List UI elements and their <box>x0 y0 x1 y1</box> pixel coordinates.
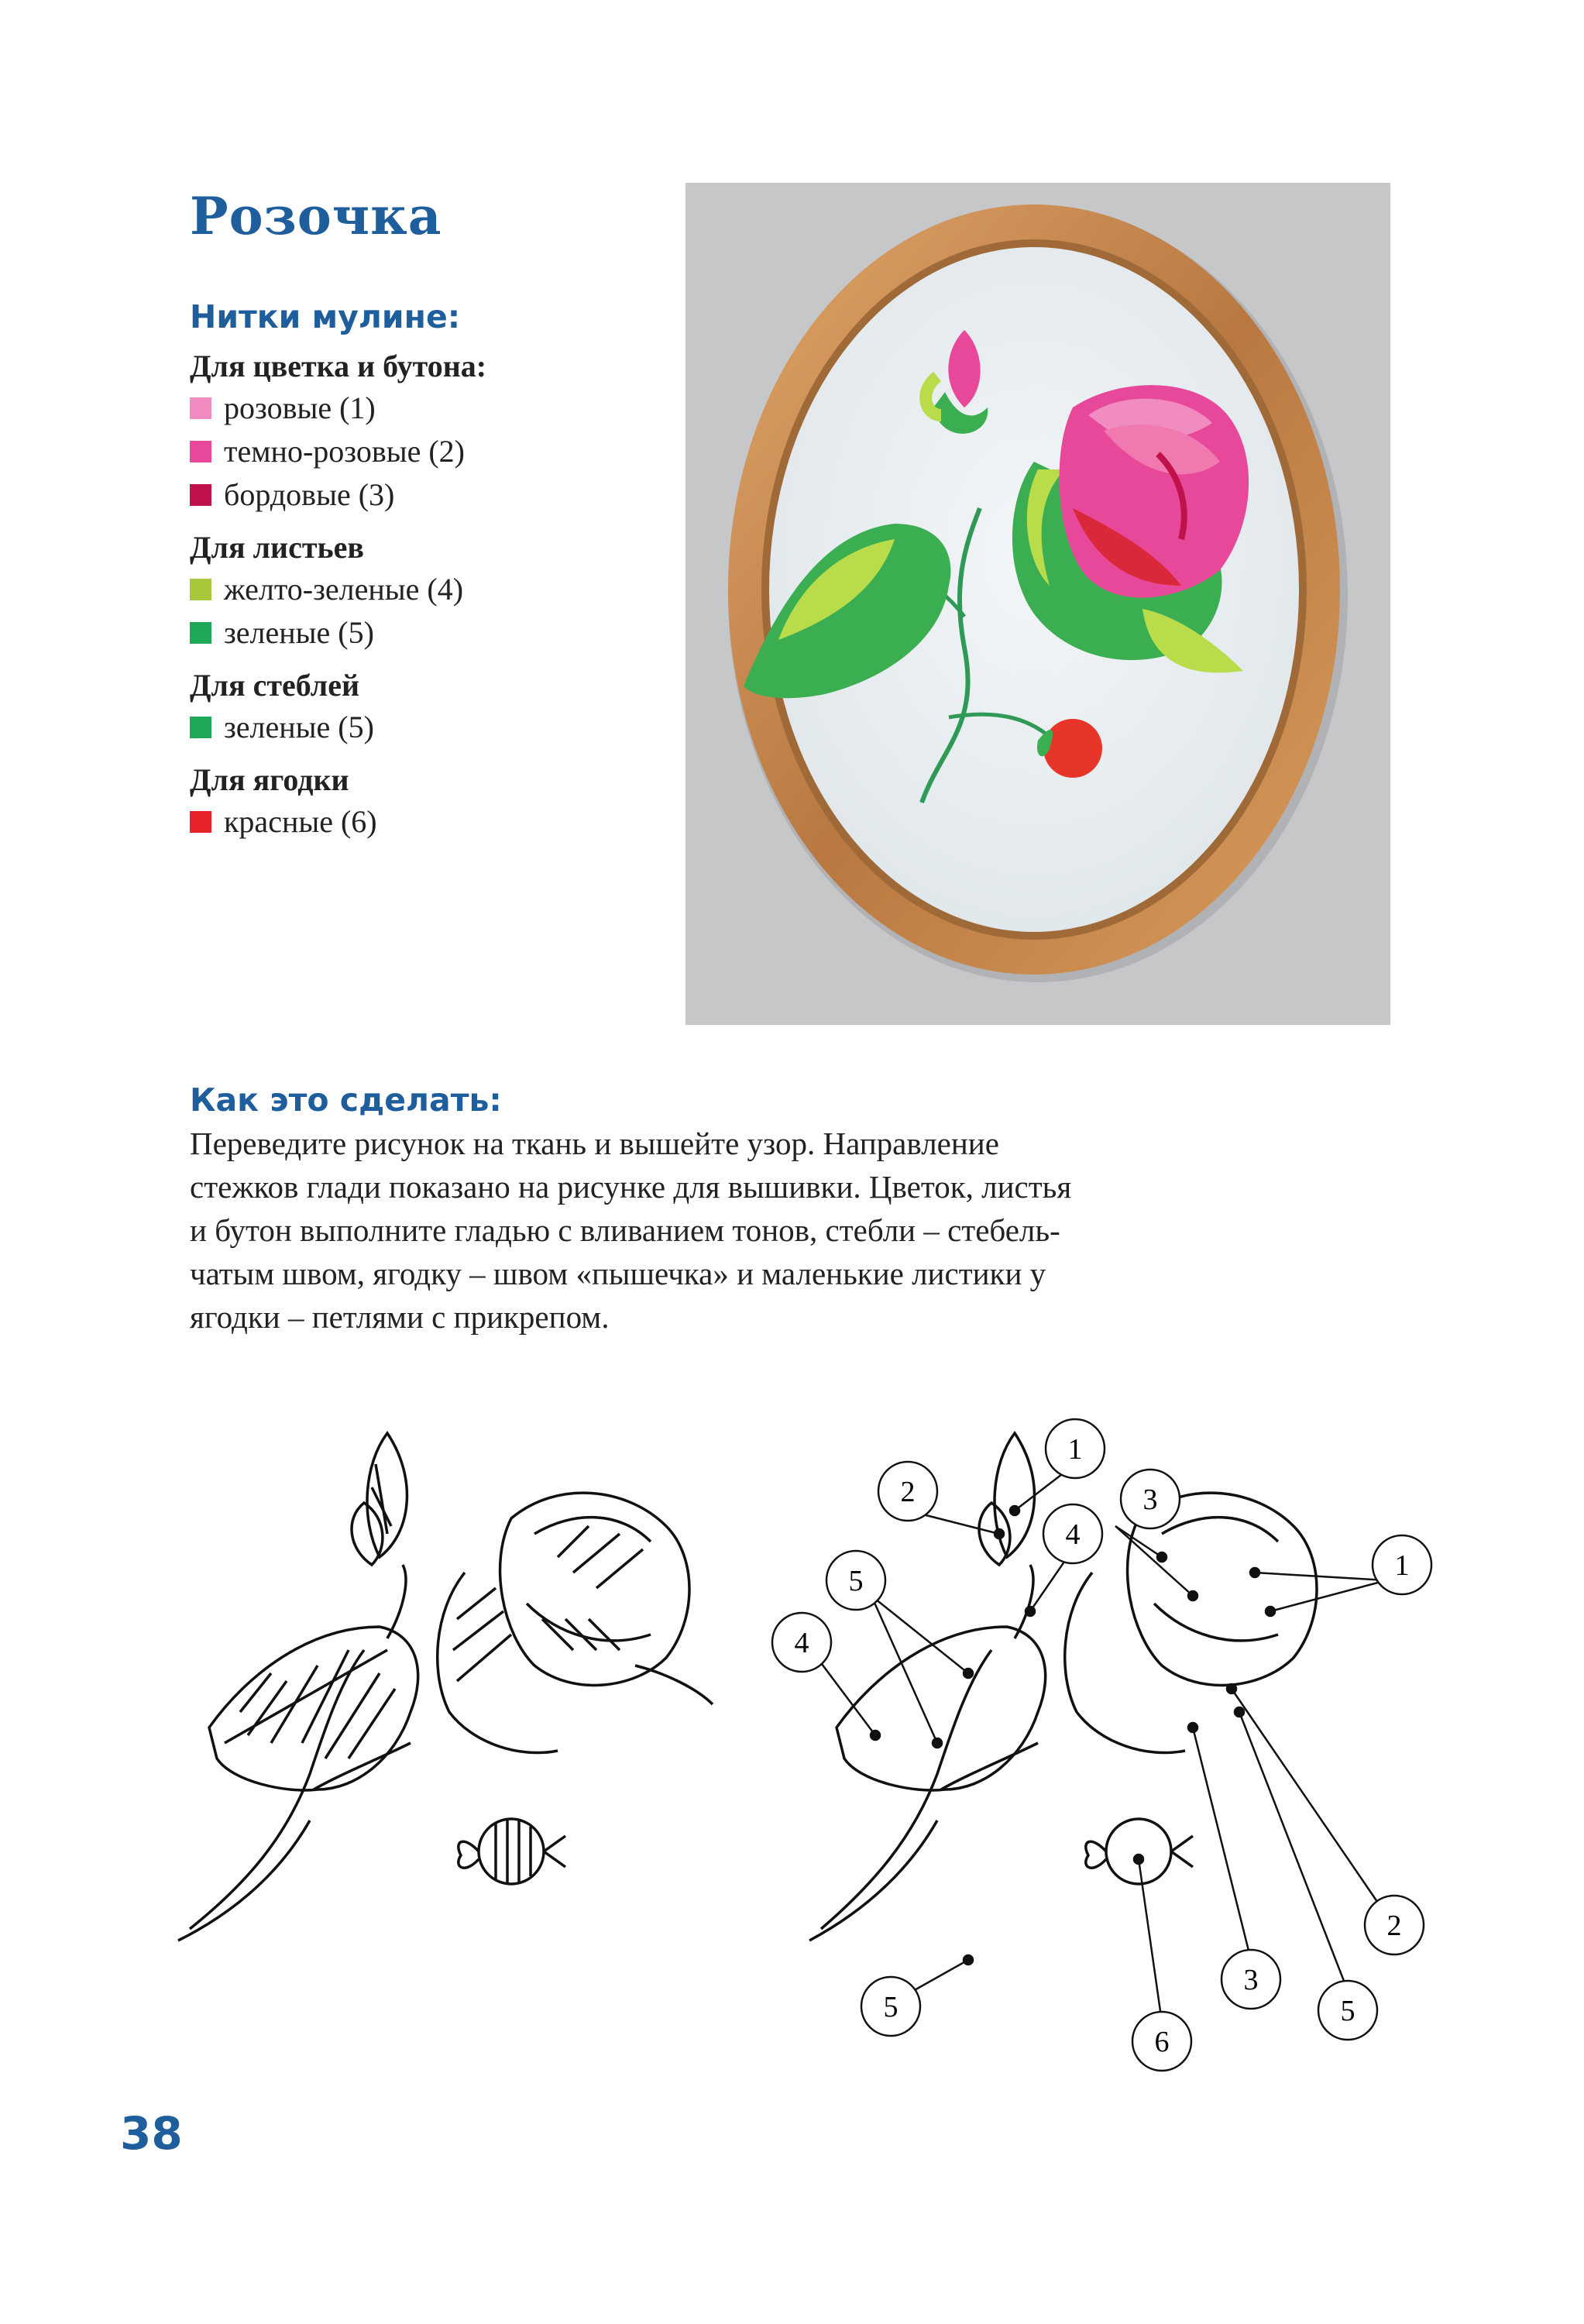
color-swatch <box>190 579 211 600</box>
thread-group-berry <box>190 760 670 844</box>
thread-item <box>190 473 670 517</box>
svg-text:3: 3 <box>1243 1964 1259 1996</box>
callout-marker <box>1373 1535 1431 1594</box>
instructions-text <box>190 1122 1398 1339</box>
svg-text:6: 6 <box>1154 2026 1170 2058</box>
callout-marker <box>861 1977 920 2036</box>
page-number: 38 <box>120 2107 183 2160</box>
svg-text:2: 2 <box>900 1476 916 1508</box>
svg-text:4: 4 <box>1065 1518 1081 1551</box>
instructions-line: Переведите рисунок на ткань и вышейте узор. Направление <box>190 1126 999 1161</box>
thread-label: бордовые (3) <box>224 477 395 512</box>
callout-marker <box>1046 1419 1105 1478</box>
callout-marker <box>1318 1981 1377 2040</box>
instructions-line: и бутон выполните гладью с вливанием тонов, стебли – стебель- <box>190 1212 1060 1248</box>
stitch-direction-drawing <box>178 1433 713 1941</box>
instructions-line: чатым швом, ягодку – швом «пышечка» и маленькие листики у <box>190 1256 1046 1291</box>
threads-heading: Нитки мулине: <box>190 298 461 335</box>
thread-list <box>190 298 670 844</box>
svg-text:4: 4 <box>794 1627 809 1659</box>
callout-marker <box>1132 2012 1191 2071</box>
callout-marker <box>1365 1896 1424 1954</box>
callout-marker <box>772 1613 831 1672</box>
callout-marker <box>878 1462 937 1521</box>
svg-text:1: 1 <box>1067 1433 1083 1466</box>
callout-markers <box>772 1419 1431 2071</box>
thread-group-flower <box>190 346 670 517</box>
svg-text:5: 5 <box>1340 1995 1356 2027</box>
svg-text:1: 1 <box>1394 1549 1410 1582</box>
thread-item <box>190 568 670 611</box>
callout-marker <box>1121 1470 1180 1528</box>
instructions-heading: Как это сделать: <box>190 1081 502 1119</box>
callout-leaders <box>817 1464 1386 2022</box>
thread-item <box>190 387 670 430</box>
thread-group-title: Для ягодки <box>190 762 349 797</box>
thread-item <box>190 430 670 473</box>
thread-label: красные (6) <box>224 804 377 839</box>
thread-label: зеленые (5) <box>224 710 374 744</box>
thread-group-stems <box>190 665 670 749</box>
thread-group-title: Для листьев <box>190 530 364 565</box>
svg-text:2: 2 <box>1386 1910 1402 1942</box>
embroidery-photo <box>685 183 1390 1025</box>
page-title: Розочка <box>190 186 442 246</box>
instructions-line: стежков глади показано на рисунке для вышивки. Цветок, листья <box>190 1169 1072 1205</box>
color-swatch <box>190 811 211 833</box>
thread-item <box>190 800 670 844</box>
color-swatch <box>190 717 211 738</box>
color-swatch <box>190 441 211 462</box>
pattern-diagrams <box>155 1418 1433 2084</box>
svg-text:5: 5 <box>883 1991 899 2023</box>
svg-text:3: 3 <box>1142 1483 1158 1516</box>
instructions-section <box>190 1081 1398 1339</box>
thread-item <box>190 706 670 749</box>
color-swatch <box>190 397 211 419</box>
color-swatch <box>190 484 211 506</box>
callout-marker <box>1043 1504 1102 1563</box>
svg-text:5: 5 <box>848 1565 864 1597</box>
thread-group-title: Для цветка и бутона: <box>190 349 487 383</box>
thread-item <box>190 611 670 655</box>
instructions-line: ягодки – петлями с прикрепом. <box>190 1299 610 1335</box>
thread-group-title: Для стеблей <box>190 668 360 703</box>
callout-marker <box>1222 1950 1280 2009</box>
callout-marker <box>826 1551 885 1610</box>
thread-label: темно-розовые (2) <box>224 434 465 469</box>
thread-group-leaves <box>190 528 670 655</box>
thread-label: розовые (1) <box>224 390 376 425</box>
thread-label: желто-зеленые (4) <box>224 572 464 607</box>
color-swatch <box>190 622 211 644</box>
thread-label: зеленые (5) <box>224 615 374 650</box>
